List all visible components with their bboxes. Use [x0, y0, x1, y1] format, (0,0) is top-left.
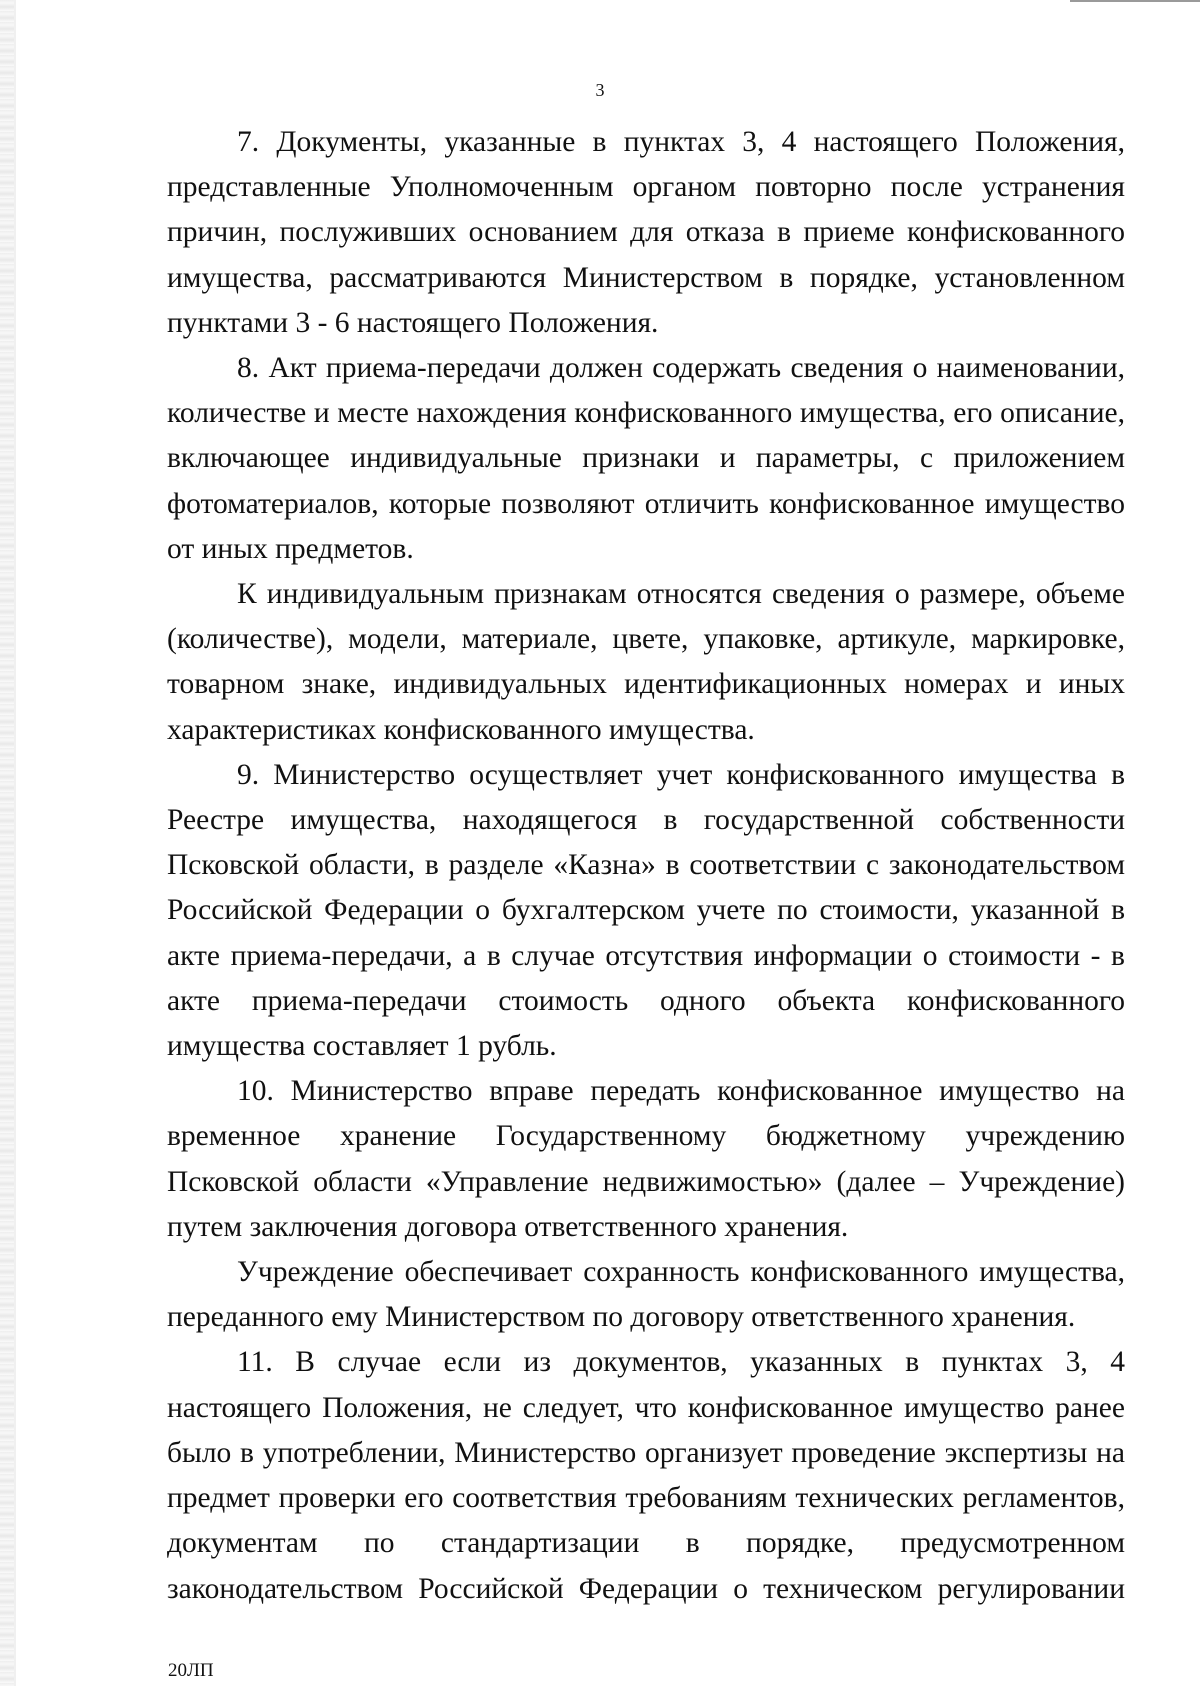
scan-edge [0, 0, 14, 1686]
corner-line [1070, 0, 1200, 2]
paragraph-9: 9. Министерство осуществляет учет конфискованного имущества в Реестре имущества, находящегося в государственной собственности Псковской области, в разделе «Казна» в соответствии с законодательством Российской Федерации о бухгалтерском учете по стоимости, указанной в акте приема-передачи, а в случае отсутствия информации о стоимости - в акте приема-передачи стоимость одного объекта конфискованного имущества составляет 1 рубль. [167, 758, 1125, 1063]
paragraph-7: 7. Документы, указанные в пунктах 3, 4 настоящего Положения, представленные Уполномоченным органом повторно после устранения причин, послуживших основанием для отказа в приеме конфискованного имущества, рассматриваются Министерством в порядке, установленном пунктами 3 - 6 настоящего Положения. [167, 126, 1125, 339]
scan-edge-line [14, 0, 16, 1686]
document-body [167, 120, 1125, 1612]
page-number: 3 [595, 80, 605, 100]
paragraph-institution: Учреждение обеспечивает сохранность конфискованного имущества, переданного ему Министерством по договору ответственного хранения. [167, 1256, 1125, 1334]
footer-code: 20ЛП [168, 1660, 214, 1681]
paragraph-8: 8. Акт приема-передачи должен содержать сведения о наименовании, количестве и месте нахождения конфискованного имущества, его описание, включающее индивидуальные признаки и параметры, с приложением фотоматериалов, которые позволяют отличить конфискованное имущество от иных предметов. [167, 352, 1125, 565]
paragraph-individual-features: К индивидуальным признакам относятся сведения о размере, объеме (количестве), модели, материале, цвете, упаковке, артикуле, маркировке, товарном знаке, индивидуальных идентификационных номерах и иных характеристиках конфискованного имущества. [167, 578, 1125, 746]
paragraph-10: 10. Министерство вправе передать конфискованное имущество на временное хранение Государственному бюджетному учреждению Псковской области «Управление недвижимостью» (далее – Учреждение) путем заключения договора ответственного хранения. [167, 1075, 1125, 1243]
paragraph-11: 11. В случае если из документов, указанных в пунктах 3, 4 настоящего Положения, не следует, что конфискованное имущество ранее было в употреблении, Министерство организует проведение экспертизы на предмет проверки его соответствия требованиям технических регламентов, документам по стандартизации в порядке, предусмотренном законодательством Российской Федерации о техническом регулировании [167, 1346, 1125, 1605]
